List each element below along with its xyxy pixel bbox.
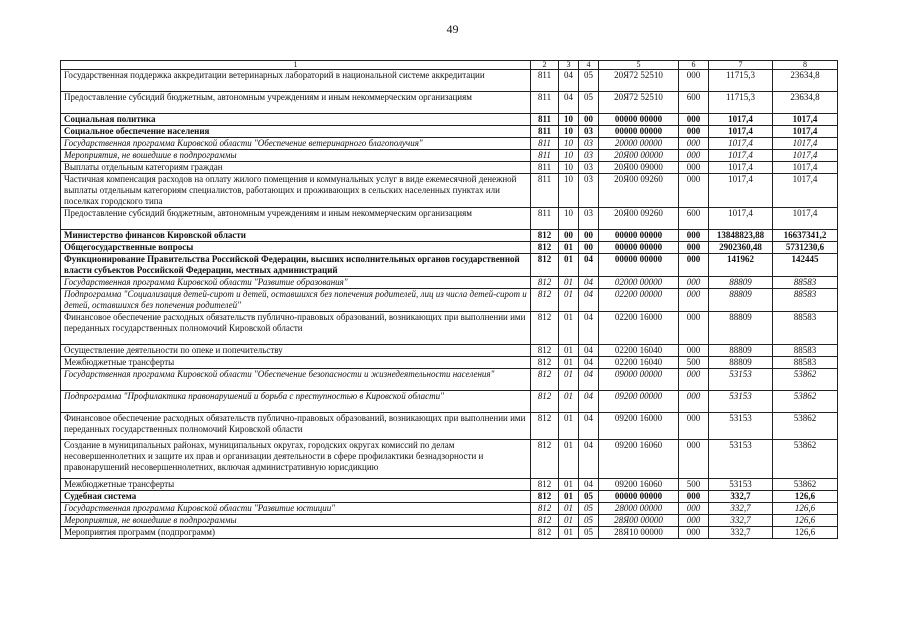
row-value-cell: 88583 (773, 312, 838, 345)
row-value-cell: 332,7 (709, 515, 773, 527)
table-row (61, 369, 838, 391)
row-value-cell: 88809 (709, 312, 773, 345)
row-value-cell: 04 (559, 70, 579, 92)
row-value-cell: 23634,8 (773, 92, 838, 114)
table-row (61, 254, 838, 277)
row-value-cell: 20Я72 52510 (599, 70, 679, 92)
row-value-cell: 28000 00000 (599, 503, 679, 515)
row-value-cell: 811 (531, 114, 559, 126)
row-value-cell: 01 (559, 527, 579, 539)
column-header: 1 (61, 61, 531, 70)
row-value-cell: 10 (559, 114, 579, 126)
row-value-cell: 812 (531, 345, 559, 357)
row-value-cell: 09200 16060 (599, 479, 679, 491)
row-value-cell: 00000 00000 (599, 254, 679, 277)
row-value-cell: 04 (579, 479, 599, 491)
row-value-cell: 812 (531, 289, 559, 312)
row-value-cell: 126,6 (773, 491, 838, 503)
row-value-cell: 01 (559, 277, 579, 289)
row-value-cell: 05 (579, 515, 599, 527)
table-row (61, 126, 838, 138)
row-value-cell: 332,7 (709, 503, 773, 515)
row-name-cell: Государственная программа Кировской области "Развитие юстиции" (61, 503, 531, 515)
row-name-cell: Подпрограмма "Профилактика правонарушений и борьба с преступностью в Кировской области" (61, 391, 531, 413)
row-name-cell: Государственная программа Кировской области "Обеспечение безопасности и жизнедеятельности населения" (61, 369, 531, 391)
row-name-cell: Межбюджетные трансферты (61, 357, 531, 369)
row-value-cell: 00000 00000 (599, 242, 679, 254)
row-value-cell: 812 (531, 357, 559, 369)
row-value-cell: 88809 (709, 289, 773, 312)
row-value-cell: 53862 (773, 369, 838, 391)
row-value-cell: 88583 (773, 345, 838, 357)
row-value-cell: 000 (679, 515, 709, 527)
row-value-cell: 13848823,88 (709, 230, 773, 242)
row-value-cell: 811 (531, 150, 559, 162)
row-value-cell: 05 (579, 491, 599, 503)
row-value-cell: 05 (579, 92, 599, 114)
row-value-cell: 09000 00000 (599, 369, 679, 391)
row-value-cell: 812 (531, 230, 559, 242)
row-value-cell: 1017,4 (709, 162, 773, 174)
row-value-cell: 00 (559, 230, 579, 242)
row-value-cell: 000 (679, 312, 709, 345)
row-value-cell: 812 (531, 369, 559, 391)
row-value-cell: 000 (679, 277, 709, 289)
row-value-cell: 01 (559, 254, 579, 277)
row-name-cell: Финансовое обеспечение расходных обязательств публично-правовых образований, возникающих при выполнении ими переданных государственных полномочий Кировской области (61, 413, 531, 440)
row-value-cell: 04 (579, 369, 599, 391)
row-value-cell: 000 (679, 114, 709, 126)
table-row (61, 357, 838, 369)
row-name-cell: Создание в муниципальных районах, муниципальных округах, городских округах комиссий по делам несовершеннолетних и защите их прав и организации деятельности в сфере профилактики безнадзорности и правонарушений несовершеннолетних, включая административную юрисдикцию (61, 440, 531, 479)
row-value-cell: 01 (559, 491, 579, 503)
row-value-cell: 812 (531, 440, 559, 479)
row-name-cell: Межбюджетные трансферты (61, 479, 531, 491)
row-value-cell: 02200 16000 (599, 312, 679, 345)
table-row (61, 138, 838, 150)
row-value-cell: 02200 16040 (599, 357, 679, 369)
row-value-cell: 53153 (709, 369, 773, 391)
table-row (61, 230, 838, 242)
row-value-cell: 01 (559, 289, 579, 312)
row-value-cell: 000 (679, 230, 709, 242)
row-value-cell: 10 (559, 138, 579, 150)
row-value-cell: 000 (679, 491, 709, 503)
row-value-cell: 332,7 (709, 527, 773, 539)
row-name-cell: Государственная поддержка аккредитации ветеринарных лабораторий в национальной системе аккредитации (61, 70, 531, 92)
row-value-cell: 28Я10 00000 (599, 527, 679, 539)
row-value-cell: 04 (579, 312, 599, 345)
row-value-cell: 10 (559, 150, 579, 162)
row-value-cell: 04 (579, 357, 599, 369)
row-value-cell: 05 (579, 503, 599, 515)
row-value-cell: 000 (679, 527, 709, 539)
row-value-cell: 812 (531, 503, 559, 515)
row-name-cell: Государственная программа Кировской области "Развитие образования" (61, 277, 531, 289)
table-row (61, 527, 838, 539)
table-row (61, 503, 838, 515)
row-value-cell: 53862 (773, 440, 838, 479)
row-value-cell: 16637341,2 (773, 230, 838, 242)
row-value-cell: 811 (531, 208, 559, 230)
row-value-cell: 10 (559, 174, 579, 208)
row-value-cell: 10 (559, 208, 579, 230)
row-value-cell: 812 (531, 479, 559, 491)
table-row (61, 114, 838, 126)
row-value-cell: 811 (531, 92, 559, 114)
row-value-cell: 04 (559, 92, 579, 114)
row-value-cell: 20Я00 09260 (599, 174, 679, 208)
table-row (61, 242, 838, 254)
row-value-cell: 88809 (709, 277, 773, 289)
row-value-cell: 000 (679, 391, 709, 413)
row-value-cell: 812 (531, 312, 559, 345)
row-name-cell: Мероприятия, не вошедшие в подпрограммы (61, 515, 531, 527)
row-value-cell: 01 (559, 242, 579, 254)
table-row (61, 515, 838, 527)
row-value-cell: 5731230,6 (773, 242, 838, 254)
row-name-cell: Предоставление субсидий бюджетным, автономным учреждениям и иным некоммерческим организациям (61, 92, 531, 114)
table-row (61, 208, 838, 230)
row-value-cell: 812 (531, 391, 559, 413)
row-value-cell: 000 (679, 503, 709, 515)
row-value-cell: 1017,4 (709, 114, 773, 126)
row-value-cell: 141962 (709, 254, 773, 277)
row-value-cell: 812 (531, 254, 559, 277)
row-value-cell: 812 (531, 277, 559, 289)
row-value-cell: 812 (531, 515, 559, 527)
row-value-cell: 000 (679, 70, 709, 92)
header-row (61, 61, 838, 70)
row-value-cell: 03 (579, 162, 599, 174)
table-row (61, 391, 838, 413)
column-header: 4 (579, 61, 599, 70)
row-value-cell: 04 (579, 440, 599, 479)
row-value-cell: 811 (531, 174, 559, 208)
column-header: 7 (709, 61, 773, 70)
row-value-cell: 811 (531, 162, 559, 174)
row-value-cell: 23634,8 (773, 70, 838, 92)
row-value-cell: 126,6 (773, 515, 838, 527)
row-name-cell: Финансовое обеспечение расходных обязательств публично-правовых образований, возникающих при выполнении ими переданных государственных полномочий Кировской области (61, 312, 531, 345)
row-value-cell: 1017,4 (773, 126, 838, 138)
row-value-cell: 811 (531, 138, 559, 150)
row-value-cell: 10 (559, 126, 579, 138)
row-value-cell: 1017,4 (709, 150, 773, 162)
row-value-cell: 04 (579, 413, 599, 440)
row-value-cell: 000 (679, 138, 709, 150)
row-name-cell: Общегосударственные вопросы (61, 242, 531, 254)
row-name-cell: Мероприятия программ (подпрограмм) (61, 527, 531, 539)
row-value-cell: 53153 (709, 479, 773, 491)
row-value-cell: 88583 (773, 277, 838, 289)
row-name-cell: Осуществление деятельности по опеке и попечительству (61, 345, 531, 357)
row-value-cell: 04 (579, 254, 599, 277)
row-value-cell: 000 (679, 345, 709, 357)
row-value-cell: 20Я00 00000 (599, 150, 679, 162)
row-name-cell: Подпрограмма "Социализация детей-сирот и детей, оставшихся без попечения родителей, лиц из числа детей-сирот и детей, оставшихся без попечения родителей" (61, 289, 531, 312)
column-header: 3 (559, 61, 579, 70)
row-value-cell: 28Я00 00000 (599, 515, 679, 527)
row-name-cell: Мероприятия, не вошедшие в подпрограммы (61, 150, 531, 162)
row-value-cell: 812 (531, 527, 559, 539)
row-value-cell: 03 (579, 138, 599, 150)
row-value-cell: 00000 00000 (599, 491, 679, 503)
row-value-cell: 20Я00 09000 (599, 162, 679, 174)
row-name-cell: Судебная система (61, 491, 531, 503)
table-row (61, 70, 838, 92)
row-value-cell: 01 (559, 312, 579, 345)
row-value-cell: 01 (559, 391, 579, 413)
row-value-cell: 53862 (773, 413, 838, 440)
table-row (61, 174, 838, 208)
row-value-cell: 88809 (709, 357, 773, 369)
row-value-cell: 01 (559, 440, 579, 479)
row-value-cell: 142445 (773, 254, 838, 277)
row-value-cell: 1017,4 (773, 114, 838, 126)
row-value-cell: 1017,4 (709, 208, 773, 230)
row-value-cell: 000 (679, 440, 709, 479)
row-value-cell: 00 (579, 114, 599, 126)
table-row (61, 289, 838, 312)
row-value-cell: 000 (679, 413, 709, 440)
row-value-cell: 1017,4 (773, 138, 838, 150)
row-value-cell: 500 (679, 479, 709, 491)
row-value-cell: 812 (531, 413, 559, 440)
row-value-cell: 00000 00000 (599, 114, 679, 126)
table-row (61, 150, 838, 162)
row-value-cell: 02200 16040 (599, 345, 679, 357)
row-value-cell: 04 (579, 345, 599, 357)
row-value-cell: 00 (579, 242, 599, 254)
table-row (61, 162, 838, 174)
row-value-cell: 11715,3 (709, 92, 773, 114)
row-value-cell: 53153 (709, 440, 773, 479)
row-value-cell: 03 (579, 208, 599, 230)
row-value-cell: 000 (679, 254, 709, 277)
row-value-cell: 00 (579, 230, 599, 242)
table-row (61, 479, 838, 491)
row-value-cell: 1017,4 (773, 150, 838, 162)
row-value-cell: 000 (679, 126, 709, 138)
row-value-cell: 20Я72 52510 (599, 92, 679, 114)
row-value-cell: 01 (559, 345, 579, 357)
row-value-cell: 000 (679, 289, 709, 312)
row-value-cell: 00000 00000 (599, 126, 679, 138)
row-value-cell: 000 (679, 174, 709, 208)
row-value-cell: 01 (559, 515, 579, 527)
row-name-cell: Предоставление субсидий бюджетным, автономным учреждениям и иным некоммерческим организациям (61, 208, 531, 230)
row-value-cell: 1017,4 (709, 174, 773, 208)
budget-table (60, 60, 838, 539)
row-value-cell: 00000 00000 (599, 230, 679, 242)
row-value-cell: 2902360,48 (709, 242, 773, 254)
row-value-cell: 05 (579, 70, 599, 92)
column-header: 2 (531, 61, 559, 70)
row-name-cell: Частичная компенсация расходов на оплату жилого помещения и коммунальных услуг в виде ежемесячной денежной выплаты отдельным категориям специалистов, работающих и проживающих в сельских населенных пунктах или поселках городского типа (61, 174, 531, 208)
row-value-cell: 04 (579, 277, 599, 289)
table-row (61, 413, 838, 440)
row-value-cell: 000 (679, 369, 709, 391)
row-value-cell: 332,7 (709, 491, 773, 503)
row-value-cell: 500 (679, 357, 709, 369)
row-value-cell: 01 (559, 413, 579, 440)
row-value-cell: 09200 16060 (599, 440, 679, 479)
row-value-cell: 01 (559, 369, 579, 391)
table-row (61, 312, 838, 345)
row-value-cell: 01 (559, 503, 579, 515)
row-value-cell: 11715,3 (709, 70, 773, 92)
row-value-cell: 88809 (709, 345, 773, 357)
row-value-cell: 53862 (773, 391, 838, 413)
row-value-cell: 20Я00 09260 (599, 208, 679, 230)
table-row (61, 277, 838, 289)
row-value-cell: 88583 (773, 289, 838, 312)
row-value-cell: 09200 00000 (599, 391, 679, 413)
page-number: 49 (446, 22, 459, 36)
column-header: 6 (679, 61, 709, 70)
row-value-cell: 812 (531, 242, 559, 254)
row-value-cell: 01 (559, 479, 579, 491)
row-value-cell: 88583 (773, 357, 838, 369)
table-row (61, 345, 838, 357)
row-name-cell: Государственная программа Кировской области "Обеспечение ветеринарного благополучия" (61, 138, 531, 150)
row-value-cell: 04 (579, 289, 599, 312)
row-value-cell: 1017,4 (773, 162, 838, 174)
row-value-cell: 1017,4 (773, 174, 838, 208)
row-value-cell: 01 (559, 357, 579, 369)
row-value-cell: 1017,4 (773, 208, 838, 230)
row-value-cell: 03 (579, 174, 599, 208)
row-value-cell: 03 (579, 150, 599, 162)
row-value-cell: 53153 (709, 413, 773, 440)
row-value-cell: 04 (579, 391, 599, 413)
row-value-cell: 000 (679, 150, 709, 162)
column-header: 5 (599, 61, 679, 70)
row-value-cell: 02000 00000 (599, 277, 679, 289)
row-value-cell: 03 (579, 126, 599, 138)
row-value-cell: 000 (679, 162, 709, 174)
row-name-cell: Социальная политика (61, 114, 531, 126)
row-value-cell: 02200 00000 (599, 289, 679, 312)
row-value-cell: 126,6 (773, 527, 838, 539)
table-row (61, 92, 838, 114)
table-row (61, 491, 838, 503)
row-value-cell: 10 (559, 162, 579, 174)
row-value-cell: 600 (679, 208, 709, 230)
row-value-cell: 811 (531, 70, 559, 92)
row-name-cell: Министерство финансов Кировской области (61, 230, 531, 242)
row-value-cell: 000 (679, 242, 709, 254)
row-value-cell: 1017,4 (709, 126, 773, 138)
row-value-cell: 811 (531, 126, 559, 138)
row-value-cell: 05 (579, 527, 599, 539)
row-value-cell: 53153 (709, 391, 773, 413)
row-value-cell: 812 (531, 491, 559, 503)
row-name-cell: Выплаты отдельным категориям граждан (61, 162, 531, 174)
row-value-cell: 09200 16000 (599, 413, 679, 440)
table-row (61, 440, 838, 479)
row-value-cell: 600 (679, 92, 709, 114)
row-value-cell: 1017,4 (709, 138, 773, 150)
row-value-cell: 126,6 (773, 503, 838, 515)
row-name-cell: Социальное обеспечение населения (61, 126, 531, 138)
row-value-cell: 53862 (773, 479, 838, 491)
row-name-cell: Функционирование Правительства Российской Федерации, высших исполнительных органов государственной власти субъектов Российской Федерации, местных администраций (61, 254, 531, 277)
column-header: 8 (773, 61, 838, 70)
row-value-cell: 20000 00000 (599, 138, 679, 150)
